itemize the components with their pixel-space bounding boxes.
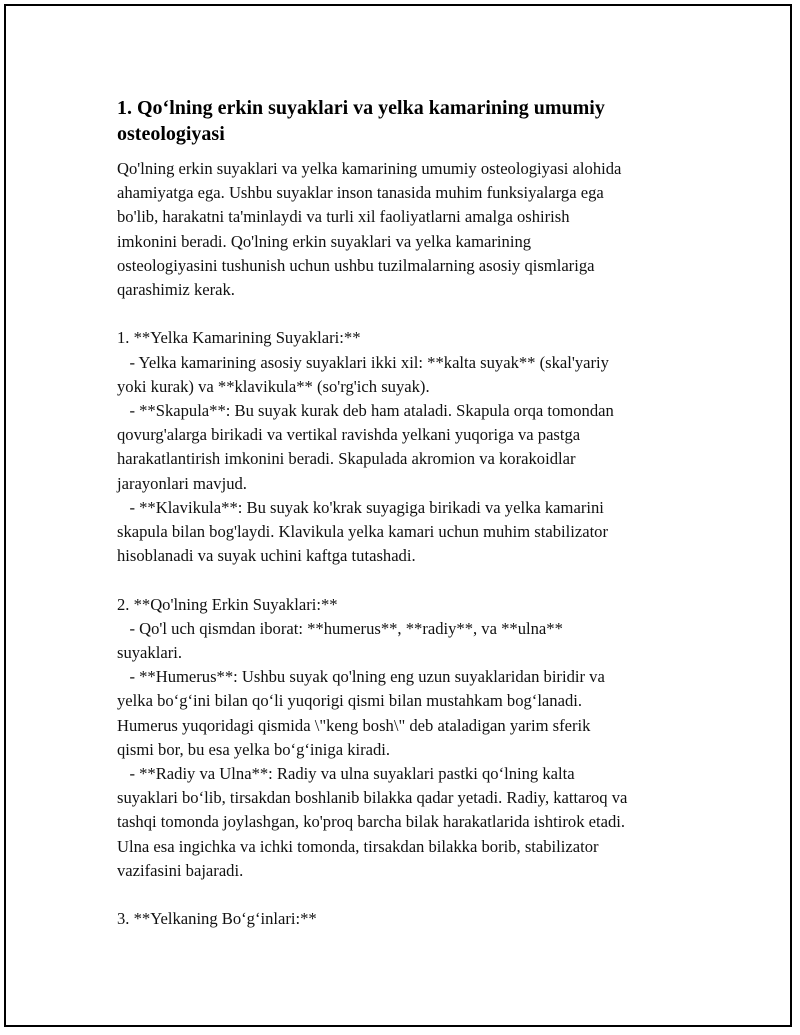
intro-line: imkonini beradi. Qo'lning erkin suyaklari va yelka kamarining [117, 231, 532, 251]
section-1-line: - **Skapula**: Bu suyak kurak deb ham ataladi. Skapula orqa tomondan [117, 401, 614, 421]
section-1 [117, 326, 697, 568]
intro-line: Qo'lning erkin suyaklari va yelka kamarining umumiy osteologiyasi alohida [117, 159, 622, 178]
section-2-line: qismi bor, bu esa yelka bo‘g‘iniga kiradi. [117, 739, 391, 759]
blank-line [117, 302, 697, 326]
blank-line [117, 883, 697, 907]
section-1-line: - **Klavikula**: Bu suyak ko'krak suyagiga birikadi va yelka kamarini [117, 497, 604, 517]
section-2-line: Humerus yuqoridagi qismida \"keng bosh\" deb ataladigan yarim sferik [117, 715, 591, 735]
section-2-line: - **Humerus**: Ushbu suyak qo'lning eng uzun suyaklaridan biridir va [117, 667, 605, 687]
section-2-line: suyaklari. [117, 643, 182, 663]
section-1-line: hisoblanadi va suyak uchini kaftga tutashadi. [117, 546, 416, 566]
intro-line: bo'lib, harakatni ta'minlaydi va turli xil faoliyatlarni amalga oshirish [117, 207, 570, 227]
section-2 [117, 593, 697, 883]
section-2-line: suyaklari bo‘lib, tirsakdan boshlanib bilakka qadar yetadi. Radiy, kattaroq va [117, 788, 628, 808]
section-3-line: 3. **Yelkaning Bo‘g‘inlari:** [117, 909, 317, 929]
section-2-line: Ulna esa ingichka va ichki tomonda, tirsakdan bilakka borib, stabilizator [117, 836, 599, 856]
section-2-line: vazifasini bajaradi. [117, 860, 244, 880]
section-2-line: 2. **Qo'lning Erkin Suyaklari:** [117, 594, 338, 614]
blank-line [117, 568, 697, 592]
section-1-line: - Yelka kamarining asosiy suyaklari ikki xil: **kalta suyak** (skal'yariy [117, 352, 609, 372]
document-title: 1. Qo‘lning erkin suyaklari va yelka kamarining umumiy osteologiyasi [117, 97, 605, 145]
section-2-line: - **Radiy va Ulna**: Radiy va ulna suyaklari pastki qo‘lning kalta [117, 764, 575, 784]
intro-paragraph [117, 157, 697, 302]
section-1-line: harakatlantirish imkonini beradi. Skapulada akromion va korakoidlar [117, 449, 576, 469]
section-1-line: jarayonlari mavjud. [117, 473, 247, 493]
document-content [117, 95, 697, 931]
section-2-line: tashqi tomonda joylashgan, ko'proq barcha bilak harakatlarida ishtirok etadi. [117, 812, 626, 832]
section-2-line: yelka bo‘g‘ini bilan qo‘li yuqorigi qismi bilan mustahkam bog‘lanadi. [117, 691, 583, 711]
section-1-line: skapula bilan bog'laydi. Klavikula yelka kamari uchun muhim stabilizator [117, 522, 608, 542]
section-1-line: yoki kurak) va **klavikula** (so'rg'ich suyak). [117, 376, 430, 396]
intro-line: ahamiyatga ega. Ushbu suyaklar inson tanasida muhim funksiyalarga ega [117, 183, 604, 203]
section-1-line: 1. **Yelka Kamarining Suyaklari:** [117, 328, 361, 348]
section-1-line: qovurg'alarga birikadi va vertikal ravishda yelkani yuqoriga va pastga [117, 425, 581, 445]
section-3 [117, 907, 697, 931]
intro-line: osteologiyasini tushunish uchun ushbu tuzilmalarning asosiy qismlariga [117, 255, 595, 275]
section-2-line: - Qo'l uch qismdan iborat: **humerus**, **radiy**, va **ulna** [117, 618, 563, 638]
intro-line: qarashimiz kerak. [117, 280, 235, 300]
